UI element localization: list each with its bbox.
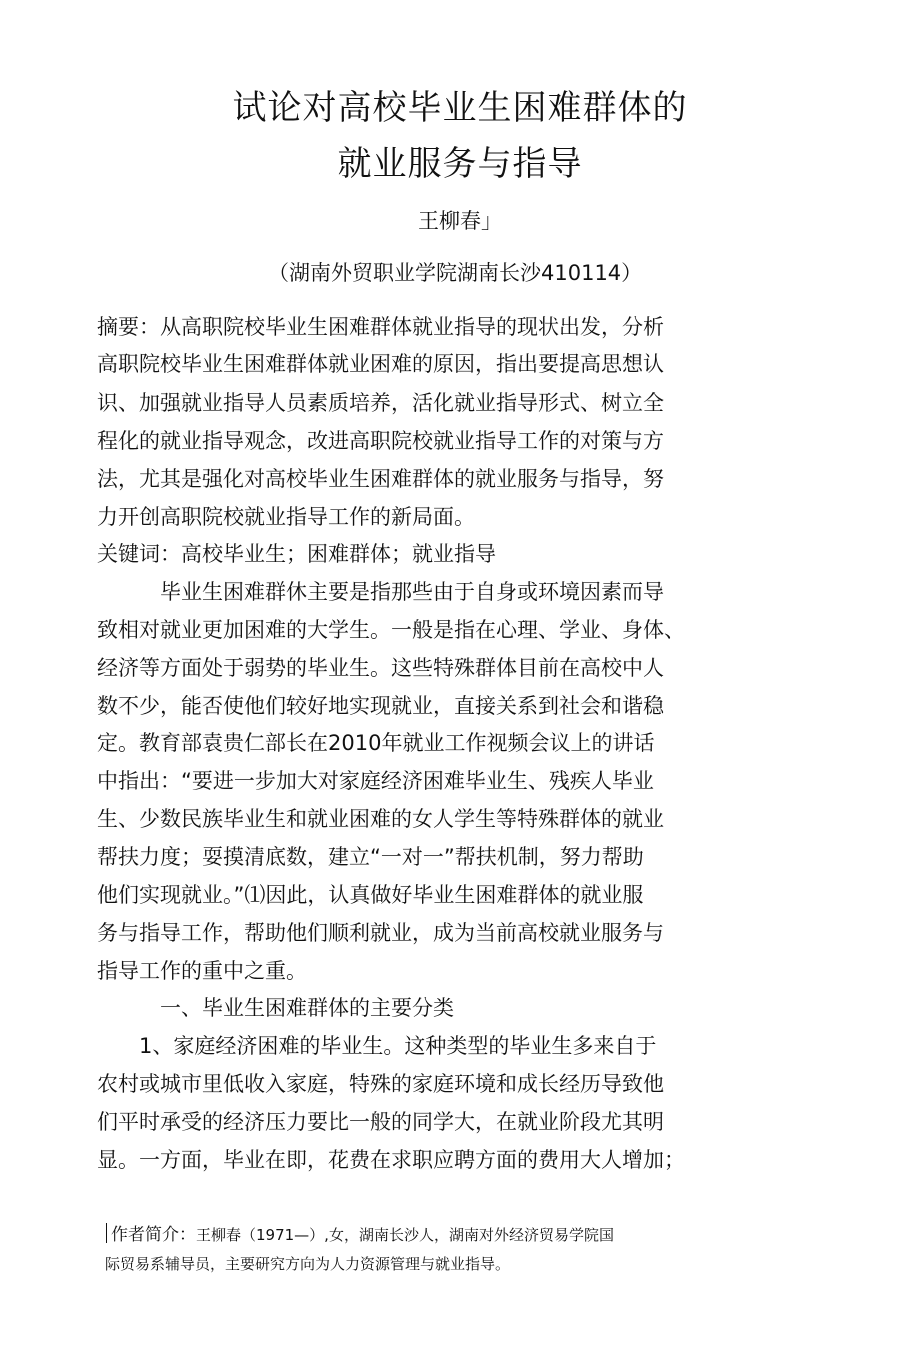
body-line: 显。一方面，毕业在即，花费在求职应聘方面的费用大人增加； [97,1148,685,1172]
abstract-line: 程化的就业指导观念，改进高职院校就业指导工作的对策与方 [97,429,664,453]
footnote-text-1: 王柳春（1971—）,女，湖南长沙人，湖南对外经济贸易学院国 [196,1226,614,1244]
keywords: 关键词：高校毕业生；困难群体；就业指导 [97,542,496,566]
footnote-rule [106,1223,107,1243]
body-line: 数不少，能否使他们较好地实现就业，直接关系到社会和谐稳 [97,694,664,718]
abstract-line: 力开创高职院校就业指导工作的新局面。 [97,505,475,529]
body-line: 中指出：“要进一步加大对家庭经济困难毕业生、残疾人毕业 [97,769,654,793]
body-line: 定。教育部袁贵仁部长在2010年就业工作视频会议上的讲话 [97,731,655,755]
body-line: 指导工作的重中之重。 [97,959,307,983]
body-line: 生、少数民族毕业生和就业困难的女人学生等特殊群体的就业 [97,807,664,831]
title-line-2: 就业服务与指导 [337,144,583,184]
body-line: 经济等方面处于弱势的毕业生。这些特殊群体目前在高校中人 [97,656,664,680]
abstract-line: 摘要：从高职院校毕业生困难群体就业指导的现状出发，分析 [97,315,664,339]
body-line: 帮扶力度；耍摸清底数，建立“一对一”帮扶机制，努力帮助 [97,845,644,869]
abstract-line: 识、加强就业指导人员素质培养，活化就业指导形式、树立全 [97,391,664,415]
body-line: 务与指导工作，帮助他们顺利就业，成为当前高校就业服务与 [97,921,664,945]
abstract-line: 法，尤其是强化对高校毕业生困难群体的就业服务与指导，努 [97,467,664,491]
body-line: 他们实现就业。”⑴因此，认真做好毕业生困难群体的就业服 [97,883,644,907]
footnote-label: 作者简介： [111,1225,196,1245]
footnote-line-1 [106,1223,614,1246]
title-line-1: 试论对高校毕业生困难群体的 [232,88,688,128]
body-line: 们平时承受的经济压力要比一般的同学大，在就业阶段尤其明 [97,1110,664,1134]
affiliation: （湖南外贸职业学院湖南长沙410114） [268,261,643,285]
body-line: 致相对就业更加困难的大学生。一般是指在心理、学业、身体、 [97,618,685,642]
body-line: 农村或城市里低收入家庭，特殊的家庭环境和成长经历导致他 [97,1072,664,1096]
body-line: 1、家庭经济困难的毕业生。这种类型的毕业生多来自于 [97,1034,657,1058]
footnote-line-2: 际贸易系辅导员，主要研究方向为人力资源管理与就业指导。 [105,1255,511,1273]
abstract-line: 高职院校毕业生困难群体就业困难的原因，指出要提高思想认 [97,352,664,376]
author: 王柳春」 [418,209,502,233]
body-line: 毕业生困难群休主要是指那些由于自身或环境因素而导 [97,580,664,604]
section-heading: 一、毕业生困难群体的主要分类 [97,996,454,1020]
